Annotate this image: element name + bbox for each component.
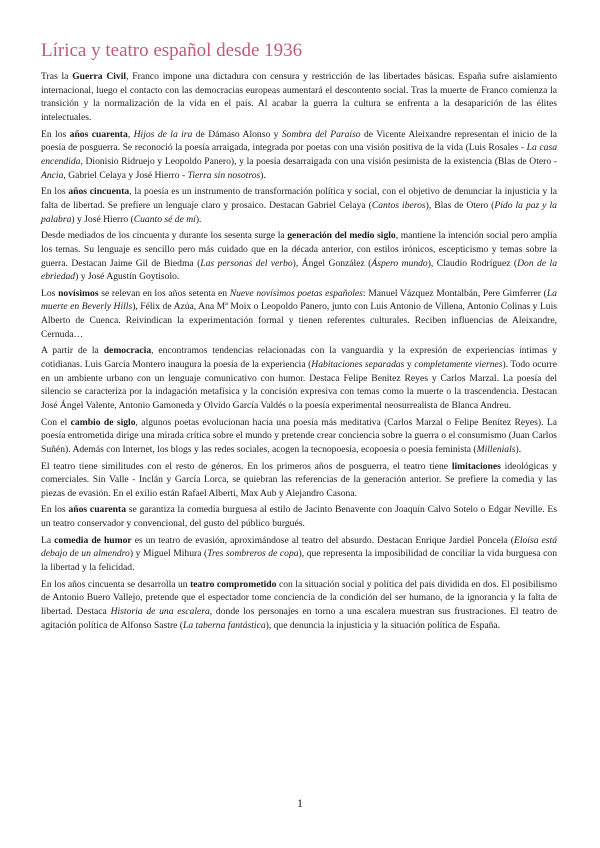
text-run: se garantiza la comedia burguesa al estilo de Jacinto Benavente con Joaquín Calvo Sotelo o Edgar Neville. Es un teatro conservador y convencional, del gusto del público burgués. [41, 504, 557, 530]
italic-title: Nueve novísimos poetas españoles [229, 287, 363, 299]
text-run: de Dámaso Alonso y [192, 128, 282, 140]
italic-title: Habitaciones separadas [311, 359, 405, 371]
text-run: : Manuel Vázquez Montalbán, Pere Gimferrer ( [362, 287, 547, 299]
bold-text: años cuarenta [69, 128, 128, 140]
bold-text: generación del medio siglo [287, 230, 396, 242]
bold-text: años cincuenta [68, 186, 130, 198]
text-run: En los años cincuenta se desarrolla un [41, 578, 191, 590]
text-run: ). [515, 444, 522, 456]
page-number: 1 [297, 796, 303, 810]
bold-text: años cuarenta [68, 504, 126, 516]
italic-title: Hijos de la ira [133, 128, 193, 140]
text-run: de Vicente Aleixandre representan el inicio de la poesía de posguerra. Se reconoció la poesía arraigada, integrada por poetas con una visión positiva de la vida (Luis Rosales - [41, 128, 558, 154]
text-run: ) y Miguel Mihura ( [129, 548, 208, 560]
italic-title: La muerte en Beverly Hills [41, 287, 557, 313]
bold-text: democracia [103, 345, 152, 357]
paragraph [41, 416, 557, 457]
text-run: ), Blas de Otero ( [425, 199, 495, 211]
paragraph [41, 229, 557, 284]
paragraph [41, 70, 557, 125]
text-run: ), que denuncia la injusticia y la situación política de España. [265, 619, 501, 631]
text-run: se relevan en los años setenta en [98, 287, 230, 299]
text-run: Con el [41, 416, 71, 428]
text-run: El teatro tiene similitudes con el resto de géneros. En los primeros años de posguerra, el teatro tiene [41, 460, 452, 472]
page-title: Lírica y teatro español desde 1936 [41, 40, 303, 61]
italic-title: Eloísa está debajo de un almendro [41, 534, 557, 560]
italic-title: La taberna fantástica [183, 619, 266, 631]
text-run: Desde mediados de los cincuenta y durante los sesenta surge la [41, 230, 288, 242]
text-run: Los [41, 287, 59, 299]
bold-text: comedia de humor [54, 534, 132, 546]
text-run: ), Ángel González ( [292, 257, 372, 269]
paragraph [41, 534, 557, 575]
text-run: , mantiene la intención social pero amplía los temas. Su lenguaje es sencillo pero más cuidado que en la década anterior, con estilos irónicos, escepticismo y temas sobre la guerra. Destacan Jaime Gil de Biedma ( [41, 230, 557, 269]
italic-title: Ancia [41, 169, 64, 181]
paragraph [41, 287, 557, 342]
paragraph [41, 503, 557, 530]
italic-title: Las personas del verbo [200, 257, 293, 269]
italic-title: Historia de una escalera [110, 605, 210, 617]
text-run: ) y José Hierro ( [71, 213, 134, 225]
paragraph [41, 578, 557, 633]
text-run: y [404, 359, 415, 371]
text-run: A partir de la [41, 345, 104, 357]
italic-title: Millenials [476, 444, 516, 456]
bold-text: Guerra Civil [72, 71, 127, 82]
italic-title: Áspero mundo [371, 257, 428, 269]
text-run: En los [41, 504, 69, 516]
text-run: En los [41, 128, 70, 140]
paragraph [41, 128, 557, 183]
bold-text: novísimos [58, 287, 99, 299]
italic-title: Don de la ebriedad [41, 257, 557, 283]
italic-title: Cuanto sé de mí [133, 213, 196, 225]
text-run: ), que representa la imposibilidad de conciliar la vida burguesa con la libertad y la felicidad. [41, 548, 557, 574]
text-run: , Dionisio Ridruejo y Leopoldo Panero), y la poesía desarraigada con una visión pesimista de la existencia (Blas de Otero - [80, 156, 557, 168]
bold-text: limitaciones [451, 460, 501, 472]
text-run: , encontramos tendencias relacionadas con la vanguardia y la expresión de experiencias íntimas y cotidianas. Luis García Montero inaugura la poesía de la experiencia ( [41, 345, 557, 371]
text-run: es un teatro de evasión, aproximándose al teatro del absurdo. Destacan Enrique Jardiel Poncela ( [131, 534, 514, 546]
text-run: En los [41, 186, 69, 198]
italic-title: Pido la paz y la palabra [41, 199, 557, 225]
text-run: , la poesía es un instrumento de transformación política y social, con el objetivo de denunciar la injusticia y la falta de libertad. Se prefiere un lenguaje claro y prosaico. Destacan Gabriel Celaya ( [41, 186, 558, 211]
italic-title: Tres sombreros de copa [207, 548, 299, 560]
paragraph [41, 185, 557, 226]
italic-title: Cantos iberos [371, 199, 426, 211]
italic-title: Sombra del Paraíso [281, 128, 361, 140]
text-run: ideológicas y comerciales. Sin Valle - Inclán y García Lorca, se quiebran las referencias de la generación anterior. Se prefiere la comedia y las piezas de evasión. En el exilio están Rafael Alberti, Max Aub y Alejandro Casona. [41, 460, 557, 499]
text-run: ) y José Agustín Goytisolo. [75, 271, 180, 283]
text-run: La [41, 534, 55, 546]
text-run: , donde los personajes en torno a una escalera muestran sus frustraciones. El teatro de agitación política de Alfonso Sastre ( [41, 605, 557, 631]
paragraph [41, 344, 557, 413]
italic-title: completamente viernes [414, 359, 503, 371]
text-run: ). Todo ocurre en un ambiente urbano con un lenguaje comunicativo con humor. Destaca Felipe Benítez Reyes y Carlos Marzal. La poesía del silencio se caracteriza por la indagación metafísica y la concisión expresiva con temas como la muerte o la trascendencia. Destacan José Ángel Valente, Antonio Gamoneda y Olvido García Valdés o la poesía experimental neosurrealista de Blanca Andreu. [41, 359, 557, 412]
text-run: ), Félix de Azúa, Ana Mª Moix o Leopoldo Panero, junto con Luis Antonio de Villena, Antonio Colinas y Luis Alberto de Cuenca. Reivindican la experimentación formal y tienen referentes culturales. Reciben influencias de Aleixandre, Cernuda… [41, 301, 557, 340]
text-run: Tras la [41, 71, 73, 82]
italic-title: Tierra sin nosotros [187, 169, 261, 181]
text-run: , Franco impone una dictadura con censura y restricción de las libertades básicas. España sufre aislamiento internacional, luego el contacto con las democracias europeas aumentará el descontento social. Tras la muerte de Franco comienza la transición y la normalización de la vida en el país. Al acabar la guerra la cultura se enfrenta a la desaparición de las élites intelectuales. [41, 71, 557, 124]
text-run: con la situación social y política del país dividida en dos. El posibilismo de Antonio Buero Vallejo, pretende que el espectador tome conciencia de la condición del ser humano, de la ignorancia y la falta de libertad. Destaca [41, 578, 558, 617]
text-run: , algunos poetas evolucionan hacia una poesía más meditativa (Carlos Marzal o Felipe Benítez Reyes). La poesía entrometida dirige una mirada crítica sobre el mundo y pretende crear conciencia sobre la guerra o el consumismo (Juan Carlos Suñén). Además con Internet, los blogs y las redes sociales, acogen la tecnopoesía, ecopoesía o poesía feminista ( [41, 416, 557, 456]
text-run: , Gabriel Celaya y José Hierro - [63, 169, 188, 181]
document-body [41, 70, 557, 635]
bold-text: teatro comprometido [190, 578, 277, 590]
bold-text: cambio de siglo [70, 416, 136, 428]
italic-title: La casa encendida [41, 142, 557, 168]
text-run: ). [260, 169, 266, 181]
text-run: ), Claudio Rodríguez ( [427, 257, 518, 269]
text-run: , [127, 128, 134, 140]
paragraph [41, 460, 557, 501]
text-run: ). [195, 213, 202, 225]
